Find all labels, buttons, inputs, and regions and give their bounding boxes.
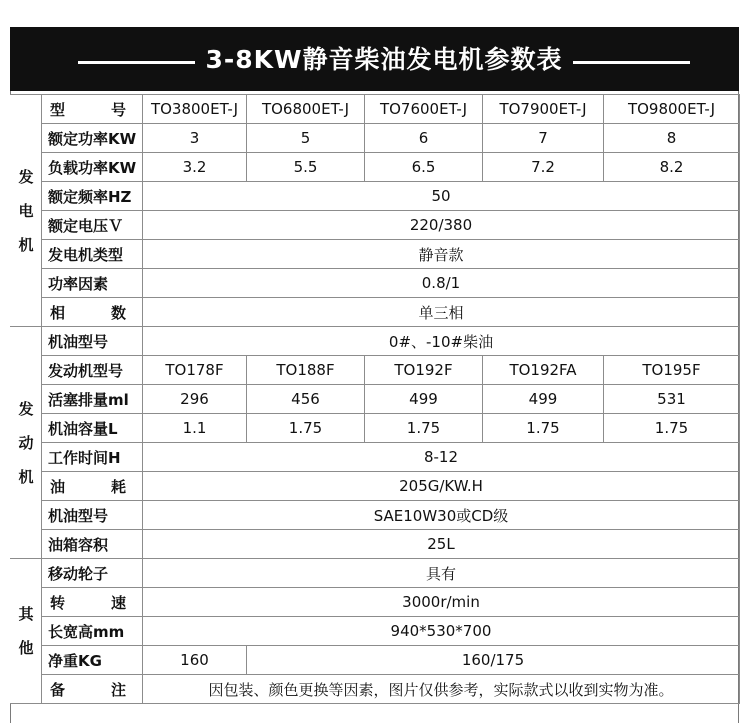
table-row (11, 182, 740, 211)
row-label: 活塞排量ml (42, 385, 143, 414)
table-cell-merged: 220/380 (143, 211, 740, 240)
group-label-engine: 发动机 (11, 327, 42, 559)
table-row (11, 240, 740, 269)
table-row (11, 588, 740, 617)
table-cell: TO7600ET-J (365, 95, 483, 124)
table-cell-merged: 160/175 (247, 646, 740, 675)
spec-table (10, 94, 740, 704)
row-label: 转 速 (42, 588, 143, 617)
title-rule-left (78, 61, 195, 64)
table-cell: 3 (143, 124, 247, 153)
table-row (11, 501, 740, 530)
title-rule-right (573, 61, 690, 64)
row-label: 移动轮子 (42, 559, 143, 588)
row-label: 功率因素 (42, 269, 143, 298)
row-label: 额定电压Ｖ (42, 211, 143, 240)
row-label: 负载功率KW (42, 153, 143, 182)
table-cell: 499 (365, 385, 483, 414)
row-label: 发动机型号 (42, 356, 143, 385)
table-cell: 160 (143, 646, 247, 675)
table-cell: 7.2 (483, 153, 604, 182)
table-cell-merged: 具有 (143, 559, 740, 588)
table-cell-merged: 205G/KW.H (143, 472, 740, 501)
table-row (11, 617, 740, 646)
table-cell-merged: 0#、-10#柴油 (143, 327, 740, 356)
table-row (11, 124, 740, 153)
table-cell: 1.75 (483, 414, 604, 443)
table-cell: 1.75 (365, 414, 483, 443)
table-cell: TO9800ET-J (604, 95, 740, 124)
row-label: 型 号 (42, 95, 143, 124)
table-cell-merged: 25L (143, 530, 740, 559)
row-label: 发电机类型 (42, 240, 143, 269)
table-row (11, 530, 740, 559)
table-cell: 1.75 (247, 414, 365, 443)
row-label: 机油型号 (42, 501, 143, 530)
table-row (11, 675, 740, 704)
table-cell: 296 (143, 385, 247, 414)
table-cell: 6 (365, 124, 483, 153)
page-title: 3-8KW静音柴油发电机参数表 (205, 45, 563, 74)
row-label: 额定功率KW (42, 124, 143, 153)
table-cell: 5.5 (247, 153, 365, 182)
table-cell: 531 (604, 385, 740, 414)
table-cell: TO188F (247, 356, 365, 385)
table-row (11, 414, 740, 443)
title-banner (10, 27, 739, 91)
table-cell: TO6800ET-J (247, 95, 365, 124)
table-cell-merged: 静音款 (143, 240, 740, 269)
row-label: 净重KG (42, 646, 143, 675)
group-label-generator: 发电机 (11, 95, 42, 327)
row-label: 机油容量L (42, 414, 143, 443)
table-row (11, 385, 740, 414)
table-cell-merged: 940*530*700 (143, 617, 740, 646)
table-cell: 1.75 (604, 414, 740, 443)
table-cell: TO195F (604, 356, 740, 385)
group-label-other: 其他 (11, 559, 42, 704)
table-row (11, 443, 740, 472)
table-row (11, 211, 740, 240)
table-cell-merged: SAE10W30或CD级 (143, 501, 740, 530)
row-label: 机油型号 (42, 327, 143, 356)
table-row (11, 472, 740, 501)
table-cell-merged: 50 (143, 182, 740, 211)
table-cell: TO192FA (483, 356, 604, 385)
remark-cell: 因包装、颜色更换等因素，图片仅供参考，实际款式以收到实物为准。 (143, 675, 740, 704)
table-cell: 7 (483, 124, 604, 153)
row-label: 油 耗 (42, 472, 143, 501)
row-label: 工作时间H (42, 443, 143, 472)
table-cell: 6.5 (365, 153, 483, 182)
table-cell-merged: 8-12 (143, 443, 740, 472)
table-row (11, 298, 740, 327)
table-cell: 456 (247, 385, 365, 414)
table-cell: TO7900ET-J (483, 95, 604, 124)
table-cell-merged: 0.8/1 (143, 269, 740, 298)
table-row (11, 559, 740, 588)
table-row (11, 153, 740, 182)
table-cell: TO192F (365, 356, 483, 385)
table-cell: TO3800ET-J (143, 95, 247, 124)
row-label: 相 数 (42, 298, 143, 327)
row-label: 长宽高mm (42, 617, 143, 646)
row-label: 备 注 (42, 675, 143, 704)
table-row (11, 646, 740, 675)
table-cell: 499 (483, 385, 604, 414)
table-cell: 8 (604, 124, 740, 153)
table-cell-merged: 单三相 (143, 298, 740, 327)
table-row (11, 95, 740, 124)
row-label: 额定频率HZ (42, 182, 143, 211)
table-cell: 1.1 (143, 414, 247, 443)
table-row (11, 356, 740, 385)
table-cell: 5 (247, 124, 365, 153)
table-cell-merged: 3000r/min (143, 588, 740, 617)
table-row (11, 327, 740, 356)
row-label: 油箱容积 (42, 530, 143, 559)
table-cell: 8.2 (604, 153, 740, 182)
table-cell: TO178F (143, 356, 247, 385)
table-cell: 3.2 (143, 153, 247, 182)
table-row (11, 269, 740, 298)
